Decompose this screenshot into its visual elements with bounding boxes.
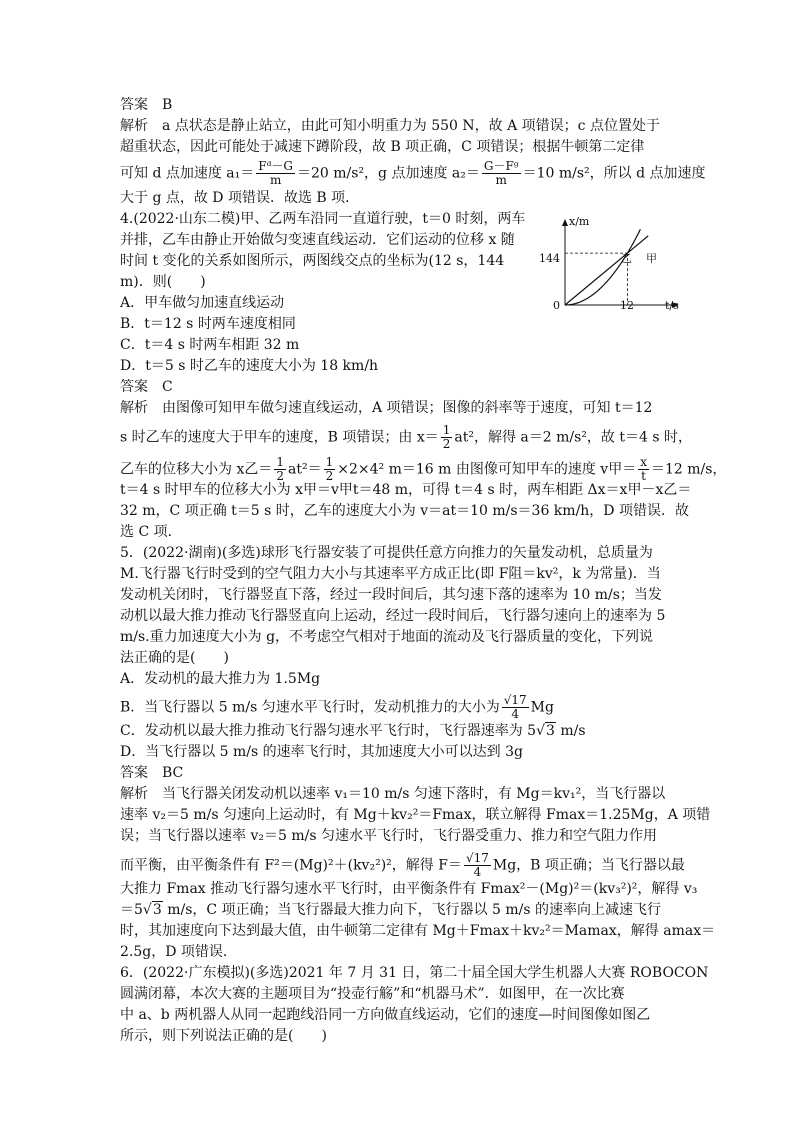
x-tick-label: 12 [620,299,634,312]
line-5: 大于 g 点，故 D 项错误．故选 B 项． [120,190,360,206]
line-31: 答案 BC [120,765,184,781]
denominator: 2 [276,469,284,483]
text: 而平衡，由平衡条件有 F²＝(Mg)²＋(kv₂²)²，解得 F＝ [120,857,462,874]
numerator: √17 [465,851,489,865]
fraction [274,456,286,483]
line-34: 误；当飞行器以速率 v₂＝5 m/s 匀速水平飞行时，飞行器受重力、推力和空气阻力作用 [120,828,657,844]
text: ＝10 m/s²，所以 d 点加速度 [522,165,706,182]
numerator: x [640,455,647,469]
line-6: 4.(2022·山东二模)甲、乙两车沿同一直道行驶，t＝0 时刻，两车 [120,211,526,227]
fraction [482,160,521,187]
line-1: 答案 B [120,97,173,113]
series-yi-curve [565,229,640,305]
line-27: A．发动机的最大推力为 1.5Mg [120,671,321,687]
line-21: 5．(2022·湖南)(多选)球形飞行器安装了可提供任意方向推力的矢量发动机，总质量为 [120,545,653,561]
line-12: C．t＝4 s 时两车相距 32 m [120,337,300,353]
fraction [638,456,649,483]
numerator: 1 [442,423,451,437]
series-yi-label: 乙 [621,252,632,265]
line-8: 时间 t 变化的关系如图所示，两图线交点的坐标为(12 s，144 [120,253,505,269]
sqrt-radicand: 3 [546,723,555,739]
text: 可知 d 点加速度 a₁＝ [120,165,255,182]
line-10: A．甲车做匀加速直线运动 [120,295,285,311]
numerator: G－Fᵍ [483,159,519,173]
fraction [441,424,453,451]
denominator: m [495,173,507,187]
text: m/s [555,723,586,739]
xt-graph [525,215,690,315]
y-tick-label: 144 [539,252,560,265]
fraction [256,160,295,187]
line-15: 解析 由图像可知甲车做匀速直线运动，A 项错误；图像的斜率等于速度，可知 t＝12 [120,400,653,416]
text: ＝12 m/s， [650,461,727,478]
numerator: 1 [325,455,334,469]
origin-label: 0 [553,299,560,312]
line-29: C．发动机以最大推力推动飞行器匀速水平飞行时，飞行器速率为 5√3 m/s [120,723,586,739]
line-22: M.飞行器飞行时受到的空气阻力大小与其速率平方成正比(即 F阻＝kv²，k 为常量)．当 [120,566,661,582]
text: m/s，C 项正确；当飞行器最大推力向下，飞行器以 5 m/s 的速率向上减速飞行 [162,902,661,918]
text: ＝5 [120,902,143,918]
line-37: ＝5√3 m/s，C 项正确；当飞行器最大推力向下，飞行器以 5 m/s 的速率向上减速飞行 [120,902,661,918]
text: C．发动机以最大推力推动飞行器匀速水平飞行时，飞行器速率为 5 [120,723,537,739]
series-jia-line [565,236,648,305]
fraction [324,456,336,483]
line-11: B．t＝12 s 时两车速度相同 [120,316,296,332]
denominator: m [269,173,282,187]
fraction [464,852,491,879]
numerator: √17 [503,693,527,707]
line-42: 中 a、b 两机器人从同一起跑线沿同一方向做直线运动，它们的速度—时间图像如图乙 [120,1007,651,1023]
text: B．当飞行器以 5 m/s 匀速水平飞行时，发动机推力的大小为 [120,699,500,716]
line-20: 选 C 项． [120,524,182,540]
text: s 时乙车的速度大于甲车的速度，B 项错误；由 x＝ [120,429,439,446]
fraction [502,694,529,721]
x-axis-label: t/s [665,299,679,312]
line-14: 答案 C [120,379,173,395]
denominator: 2 [325,469,334,483]
line-23: 发动机关闭时，飞行器竖直下落，经过一段时间后，其匀速下落的速率为 10 m/s；当发 [120,587,662,603]
text: 乙车的位移大小为 x乙＝ [120,461,273,478]
line-13: D．t＝5 s 时乙车的速度大小为 18 km/h [120,358,379,374]
series-jia-label: 甲 [646,252,657,265]
line-24: 动机以最大推力推动飞行器竖直向上运动，经过一段时间后，飞行器匀速向上的速率为 5 [120,608,666,624]
line-33: 速率 v₂＝5 m/s 匀速向上运动时，有 Mg＋kv₂²＝Fmax，联立解得 Fmax＝1.25Mg，A 项错 [120,807,711,823]
text: Mg [530,699,554,716]
numerator: 1 [276,455,284,469]
text: at²，解得 a＝2 m/s²，故 t＝4 s 时， [454,429,692,446]
line-18: t＝4 s 时甲车的位移大小为 x甲＝v甲t＝48 m，可得 t＝4 s 时，两车相距 Δx＝x甲－x乙＝ [120,482,692,498]
line-16 [120,424,692,451]
line-3: 超重状态，因此可能处于减速下蹲阶段，故 B 项正确，C 项错误；根据牛顿第二定律 [120,139,645,155]
sqrt-radicand: 3 [152,902,162,918]
denominator: t [641,469,646,483]
line-9: m)．则( ) [120,274,206,290]
text: ×2×4² m＝16 m 由图像可知甲车的速度 v甲＝ [337,461,637,478]
line-41: 圆满闭幕，本次大赛的主题项目为“投壶行觞”和“机器马术”．如图甲，在一次比赛 [120,986,625,1002]
line-2: 解析 a 点状态是静止站立，由此可知小明重力为 550 N，故 A 项错误；c 点位置处于 [120,118,660,134]
denominator: 4 [511,707,520,721]
line-25: m/s.重力加速度大小为 g，不考虑空气相对于地面的流动及飞行器质量的变化，下列说 [120,629,654,645]
numerator: Fᵈ－G [258,159,293,173]
y-axis-arrow [562,219,568,226]
line-32: 解析 当飞行器关闭发动机以速率 v₁＝10 m/s 匀速下落时，有 Mg＝kv₁²，当飞行器以 [120,786,666,802]
y-axis-label: x/m [569,215,590,228]
text: at²＝ [288,461,322,478]
denominator: 2 [442,437,451,451]
text: Mg，B 项正确；当飞行器以最 [492,857,685,874]
line-4 [120,160,706,187]
line-35 [120,852,685,879]
line-36: 大推力 Fmax 推动飞行器匀速水平飞行时，由平衡条件有 Fmax²－(Mg)²＝(kv₃²)²，解得 v₃ [120,881,698,897]
line-39: 2.5g，D 项错误． [120,944,237,960]
text: ＝20 m/s²，g 点加速度 a₂＝ [297,165,480,182]
denominator: 4 [473,865,482,879]
line-43: 所示，则下列说法正确的是( ) [120,1028,327,1044]
line-19: 32 m，C 项正确 t＝5 s 时，乙车的速度大小为 v＝at＝10 m/s＝36 km/h，D 项错误．故 [120,503,689,519]
line-26: 法正确的是( ) [120,650,229,666]
line-30: D．当飞行器以 5 m/s 的速率飞行时，其加速度大小可以达到 3g [120,744,523,760]
line-17 [120,456,726,483]
line-28 [120,694,554,721]
line-38: 时，其加速度向下达到最大值，由牛顿第二定律有 Mg＋Fmax＋kv₂²＝Mamax，解得 amax＝ [120,923,716,939]
line-7: 并排，乙车由静止开始做匀变速直线运动．它们运动的位移 x 随 [120,232,515,248]
line-40: 6．(2022·广东模拟)(多选)2021 年 7 月 31 日，第二十届全国大学生机器人大赛 ROBOCON [120,965,709,981]
